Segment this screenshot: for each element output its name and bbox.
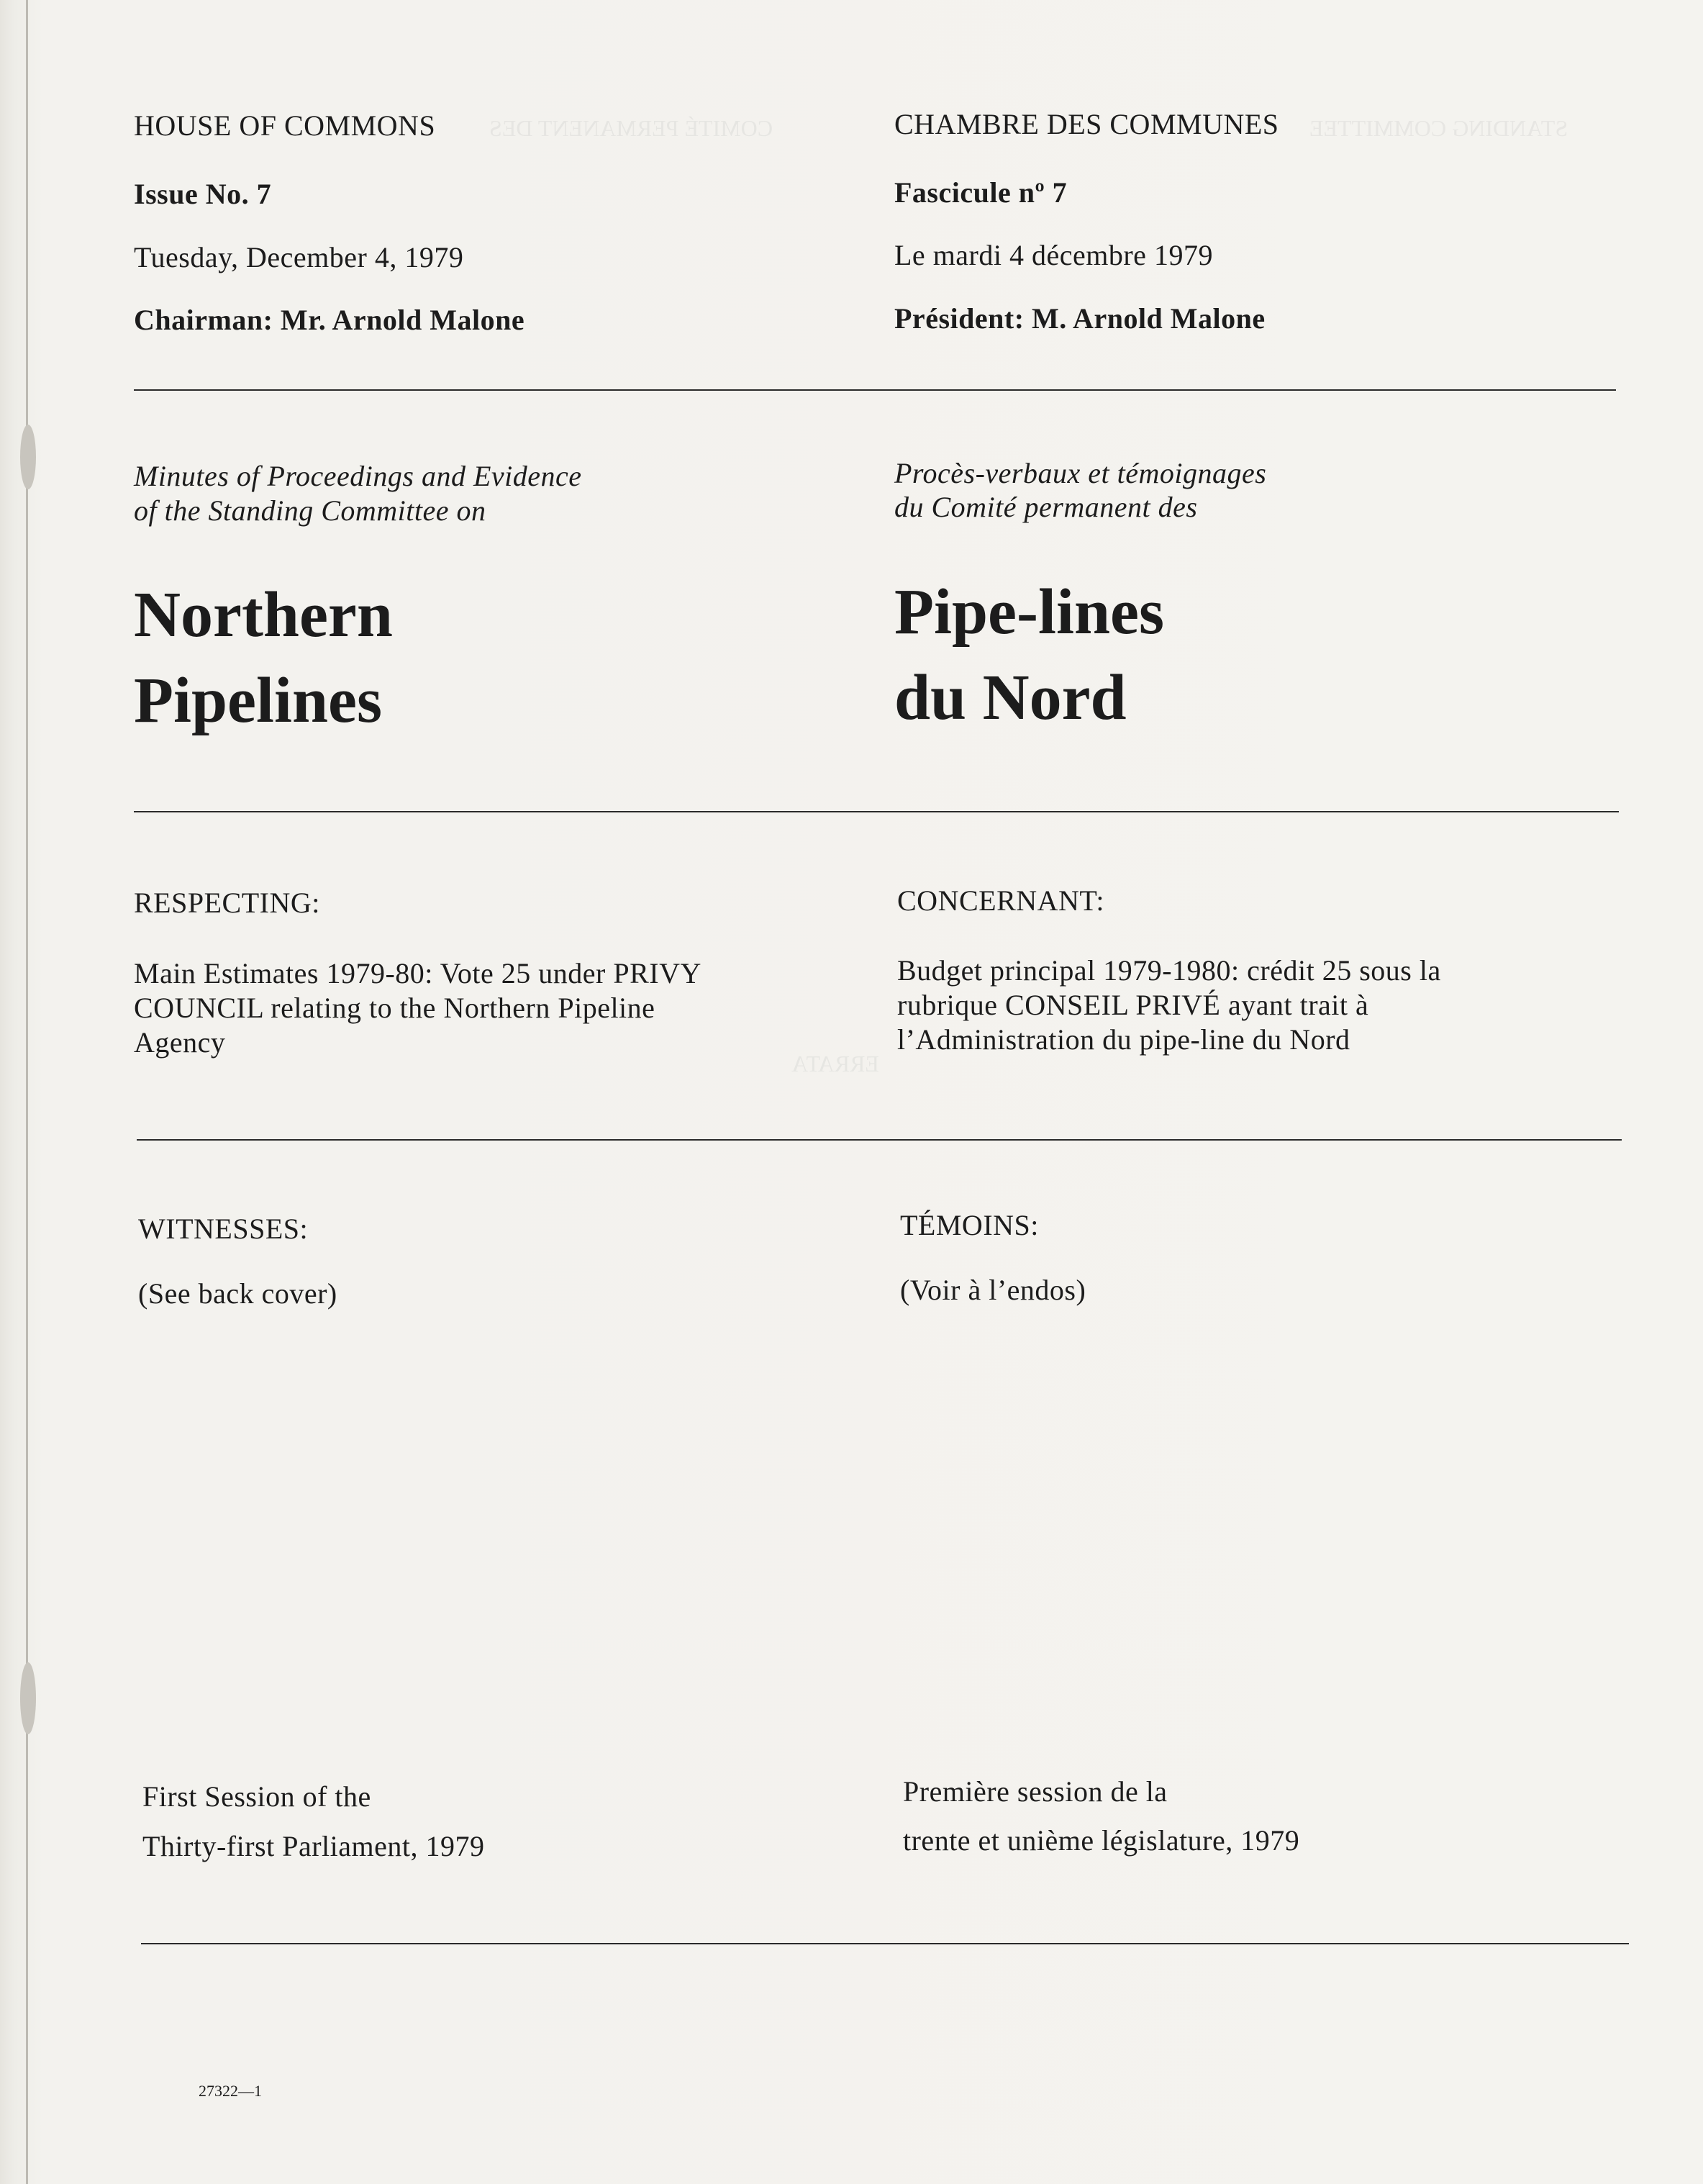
divider-rule	[141, 1943, 1629, 1944]
witnesses-note-fr: (Voir à l’endos)	[900, 1274, 1086, 1306]
session-line-1-fr: Première session de la	[903, 1775, 1168, 1808]
committee-title-line-2-fr: du Nord	[894, 662, 1127, 733]
minutes-line-1-fr: Procès-verbaux et témoignages	[894, 457, 1267, 489]
divider-rule	[137, 1139, 1622, 1141]
show-through: ERRATA	[791, 1051, 879, 1077]
house-title-fr: CHAMBRE DES COMMUNES	[894, 108, 1279, 140]
minutes-line-1: Minutes of Proceedings and Evidence	[134, 460, 582, 492]
chairman: Chairman: Mr. Arnold Malone	[134, 304, 525, 336]
staple-hole-bottom	[20, 1662, 36, 1734]
committee-title-line-1: Northern	[134, 579, 393, 651]
minutes-line-2-fr: du Comité permanent des	[894, 491, 1198, 523]
respecting-line-3: Agency	[134, 1026, 226, 1059]
issue-number-fr: Fascicule nº 7	[894, 176, 1068, 209]
respecting-label: RESPECTING:	[134, 887, 320, 919]
witnesses-note: (See back cover)	[138, 1277, 337, 1310]
respecting-line-2: COUNCIL relating to the Northern Pipeline	[134, 992, 655, 1024]
session-line-2: Thirty-first Parliament, 1979	[142, 1830, 485, 1862]
session-line-2-fr: trente et unième législature, 1979	[903, 1824, 1300, 1857]
committee-title-line-1-fr: Pipe-lines	[894, 576, 1164, 648]
binding-edge	[26, 0, 28, 2184]
issue-date-fr: Le mardi 4 décembre 1979	[894, 239, 1213, 271]
issue-date: Tuesday, December 4, 1979	[134, 241, 464, 273]
divider-rule	[134, 811, 1619, 812]
print-code: 27322—1	[199, 2082, 262, 2100]
minutes-line-2: of the Standing Committee on	[134, 494, 486, 527]
chairman-fr: Président: M. Arnold Malone	[894, 302, 1266, 335]
respecting-line-3-fr: l’Administration du pipe-line du Nord	[897, 1023, 1350, 1056]
witnesses-label: WITNESSES:	[138, 1213, 309, 1245]
session-line-1: First Session of the	[142, 1780, 371, 1813]
house-title: HOUSE OF COMMONS	[134, 109, 436, 142]
show-through: STANDING COMMITTEE	[1309, 115, 1568, 141]
divider-rule	[134, 389, 1616, 391]
respecting-line-1: Main Estimates 1979-80: Vote 25 under PRIVY	[134, 957, 701, 989]
respecting-line-2-fr: rubrique CONSEIL PRIVÉ ayant trait à	[897, 989, 1369, 1021]
issue-number: Issue No. 7	[134, 178, 272, 210]
respecting-label-fr: CONCERNANT:	[897, 884, 1104, 917]
respecting-line-1-fr: Budget principal 1979-1980: crédit 25 sous la	[897, 954, 1441, 987]
committee-title-line-2: Pipelines	[134, 665, 383, 736]
staple-hole-top	[20, 425, 36, 489]
witnesses-label-fr: TÉMOINS:	[900, 1209, 1039, 1241]
show-through: COMITÉ PERMANENT DES	[489, 115, 773, 141]
